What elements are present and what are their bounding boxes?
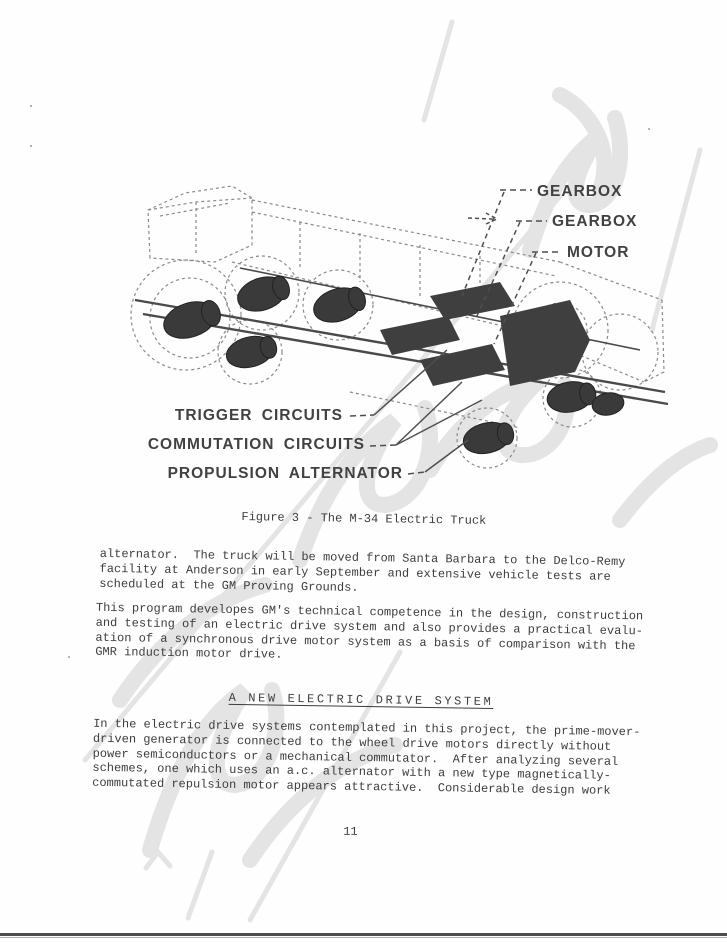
paragraph-3: In the electric drive systems contemplated in this project, the prime-mover- driven generator is connected to the wheel drive motors directly without power semiconductors or a mechanical commutator. After analyzing several schemes, one which uses an a.c. alternator with a new type magnetically- commutated repulsion motor appears attractive. Considerable design work	[92, 716, 641, 799]
label-gearbox-lower: GEARBOX	[552, 213, 638, 230]
figure-caption: Figure 3 - The M-34 Electric Truck	[241, 510, 487, 528]
label-gearbox-upper: GEARBOX	[537, 183, 623, 200]
page-number: 11	[343, 824, 358, 839]
scan-bottom-edge-shadow	[0, 937, 727, 938]
label-trigger-circuits: TRIGGER CIRCUITS	[174, 407, 343, 424]
paragraph-2: This program developes GM's technical competence in the design, construction and testing of an electric drive system and also provides a practical evalu- ation of a synchronous drive motor system as a basis of comparison with the GMR induction motor drive.	[95, 600, 644, 663]
scan-bottom-edge	[0, 933, 727, 936]
label-propulsion-alternator: PROPULSION ALTERNATOR	[167, 465, 403, 482]
label-motor: MOTOR	[567, 244, 630, 261]
section-heading: A NEW ELECTRIC DRIVE SYSTEM	[228, 690, 494, 710]
paragraph-1: alternator. The truck will be moved from Santa Barbara to the Delco-Remy facility at Anderson in early September and extensive vehicle tests are scheduled at the GM Proving Grounds.	[99, 546, 626, 595]
label-commutation-circuits: COMMUTATION CIRCUITS	[147, 436, 365, 453]
